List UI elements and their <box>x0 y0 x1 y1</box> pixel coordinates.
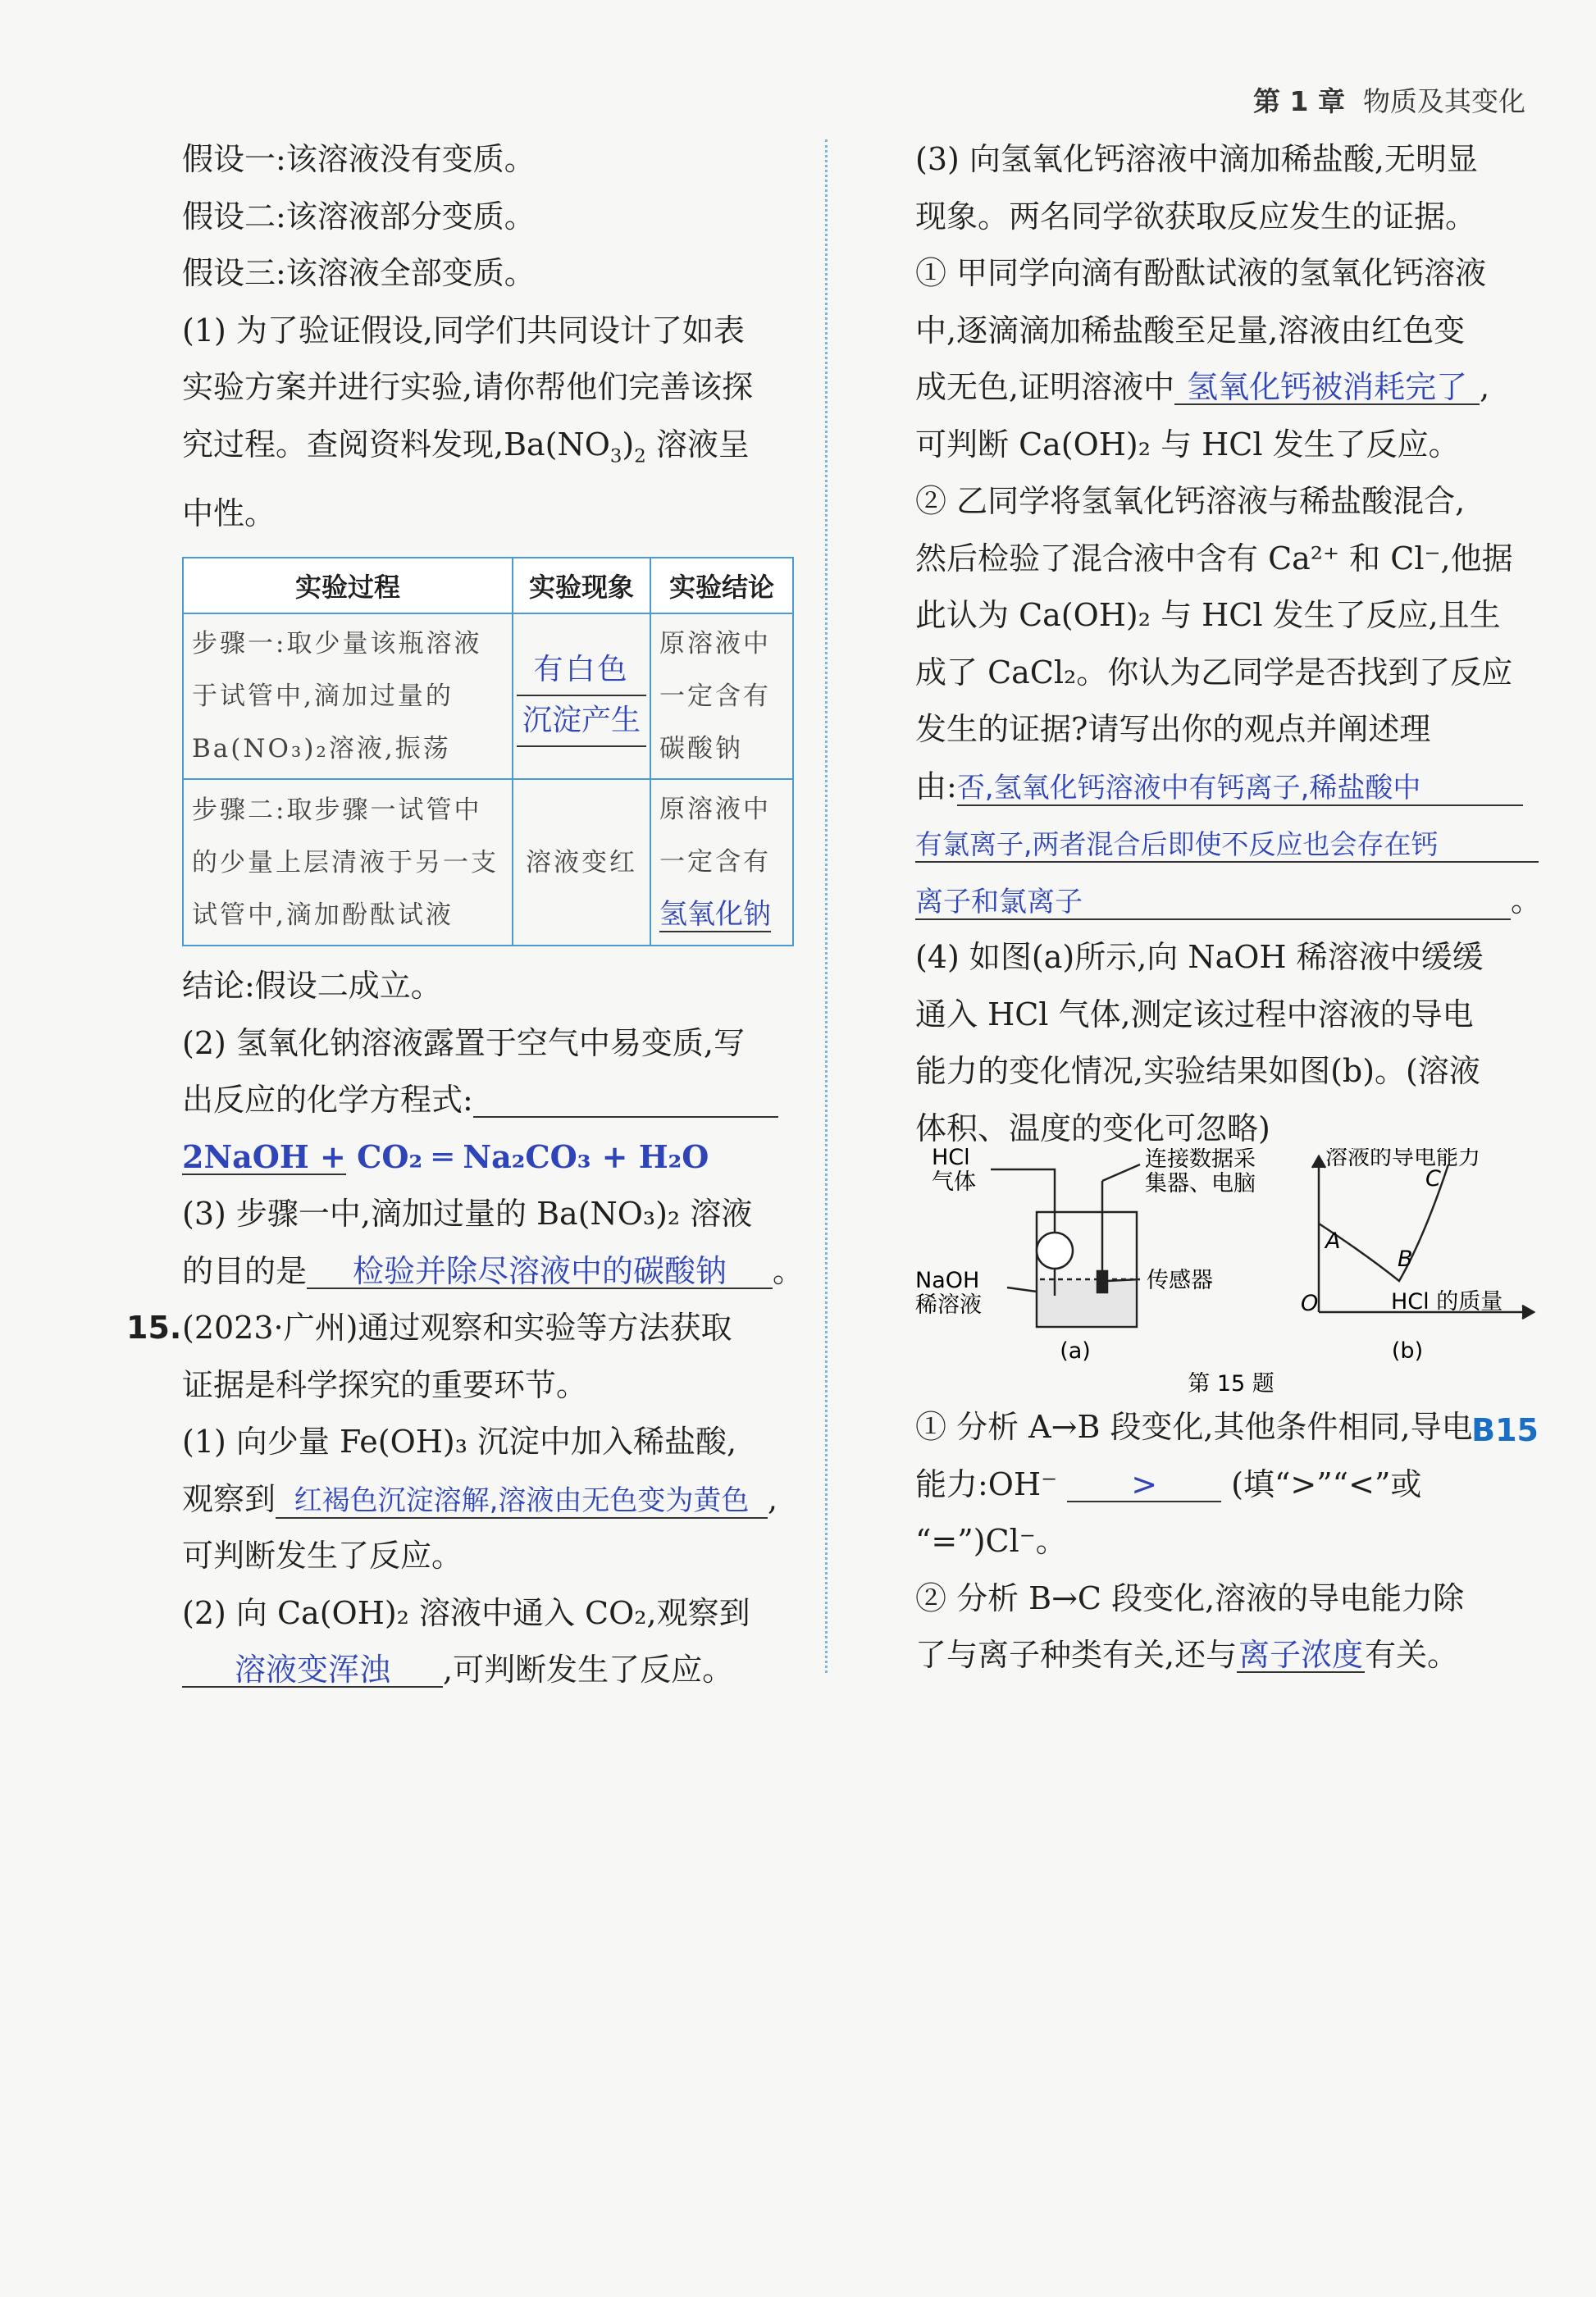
table-header: 实验结论 <box>650 558 793 613</box>
right-column <box>915 131 1547 1157</box>
q3b-text: 发生的证据?请写出你的观点并阐述理 <box>915 711 1431 747</box>
conclusion: 结论:假设二成立。 <box>182 968 442 1005</box>
caption-a: (a) <box>1060 1338 1091 1364</box>
q3b-text: 然后检验了混合液中含有 Ca²⁺ 和 Cl⁻,他据 <box>915 540 1513 577</box>
x-axis-label: HCl 的质量 <box>1391 1289 1503 1315</box>
handwritten-answer: 溶液变浑浊 <box>182 1653 443 1688</box>
q3-text: (3) 步骤一中,滴加过量的 Ba(NO₃)₂ 溶液 <box>182 1196 753 1233</box>
origin-label: O <box>1301 1291 1319 1316</box>
q2-text: (2) 氢氧化钠溶液露置于空气中易变质,写 <box>182 1024 745 1061</box>
q1-text: 中性。 <box>182 494 276 531</box>
label-connect: 连接数据采 <box>1145 1148 1256 1172</box>
figure-15 <box>915 1148 1547 1419</box>
q4-2-text: ② 分析 B→C 段变化,溶液的导电能力除 <box>915 1579 1465 1616</box>
question-number: 15. <box>126 1310 182 1347</box>
handwritten-answer: 否,氢氧化钙溶液中有钙离子,稀盐酸中 <box>957 772 1523 806</box>
table-cell: 溶液变红 <box>513 779 650 946</box>
q2-text: 出反应的化学方程式: <box>182 1072 814 1129</box>
handwritten-answer: 离子和氯离子 <box>915 886 1511 920</box>
q3-text: 的目的是 检验并除尽溶液中的碳酸钠 。 <box>182 1252 805 1289</box>
apparatus-diagram <box>991 1164 1140 1327</box>
q4-text: 通入 HCl 气体,测定该过程中溶液的导电 <box>915 996 1474 1032</box>
label-naoh: NaOH <box>915 1268 980 1293</box>
q3b-text: 由:否,氢氧化钙溶液中有钙离子,稀盐酸中 <box>915 759 1547 816</box>
hypothesis-1: 假设一:该溶液没有变质。 <box>182 141 536 177</box>
handwritten-answer: 沉淀产生 <box>517 695 646 747</box>
handwritten-answer: 有氯离子,两者混合后即使不反应也会存在钙 <box>915 828 1539 863</box>
y-axis-label: 溶液的导电能力 <box>1325 1148 1480 1170</box>
q1-text: 实验方案并进行实验,请你帮他们完善该探 <box>182 369 754 405</box>
table-cell: 步骤一:取少量该瓶溶液于试管中,滴加过量的Ba(NO₃)₂溶液,振荡 <box>183 613 513 779</box>
handwritten-answer: 有白色 <box>533 653 630 687</box>
solution <box>1038 1279 1135 1325</box>
table-cell: 原溶液中一定含有碳酸钠 <box>650 613 793 779</box>
sensor-probe <box>1097 1271 1107 1292</box>
q4-2-text: 了与离子种类有关,还与离子浓度有关。 <box>915 1637 1459 1673</box>
q4-1-text: “=”)Cl⁻。 <box>915 1523 1067 1559</box>
q15-text: 证据是科学探究的重要环节。 <box>182 1366 588 1403</box>
gas-tube <box>991 1169 1055 1181</box>
bubbler <box>1037 1233 1073 1269</box>
table-row <box>183 613 793 779</box>
label-gas: 气体 <box>932 1169 976 1195</box>
chapter-label: 第 1 章 <box>1253 85 1345 117</box>
handwritten-answer: > <box>1067 1468 1221 1502</box>
q15-2-text: 溶液变浑浊 ,可判断发生了反应。 <box>182 1642 814 1699</box>
q3b-text: 成了 CaCl₂。你认为乙同学是否找到了反应 <box>915 654 1513 690</box>
table-cell: 步骤二:取步骤一试管中的少量上层清液于另一支试管中,滴加酚酞试液 <box>183 779 513 946</box>
q3-text: 现象。两名同学欲获取反应发生的证据。 <box>915 198 1477 235</box>
q4-text: (4) 如图(a)所示,向 NaOH 稀溶液中缓缓 <box>915 939 1484 975</box>
handwritten-answer: 氢氧化钠 <box>659 898 771 932</box>
label-naoh-solution: 稀溶液 <box>915 1292 982 1318</box>
handwritten-answer: 2NaOH + CO₂ ═ Na₂CO₃ + H₂O <box>182 1137 709 1175</box>
q15-text: 15. (2023·广州)通过观察和实验等方法获取 <box>182 1300 814 1357</box>
table-row <box>183 779 793 946</box>
experiment-table <box>182 557 794 946</box>
figure-caption: 第 15 题 <box>1188 1371 1275 1397</box>
table-header: 实验现象 <box>513 558 650 613</box>
page-header <box>1253 80 1525 119</box>
x-axis-arrow <box>1522 1306 1534 1319</box>
q3-text: (3) 向氢氧化钙溶液中滴加稀盐酸,无明显 <box>915 141 1478 177</box>
q1-text: 究过程。查阅资料发现$,Ba(NO_3)_2$ 溶液呈 <box>182 426 750 467</box>
leader-line <box>1007 1288 1037 1292</box>
caption-b: (b) <box>1391 1338 1424 1364</box>
chapter-title: 物质及其变化 <box>1363 85 1525 117</box>
left-column <box>126 131 814 1699</box>
hypothesis-2: 假设二:该溶液部分变质。 <box>182 198 536 235</box>
point-b-label: B <box>1398 1246 1413 1272</box>
table-header-row <box>183 558 793 613</box>
q15-1-text: (1) 向少量 Fe(OH)₃ 沉淀中加入稀盐酸, <box>182 1424 737 1461</box>
q4-1-text: ① 分析 A→B 段变化,其他条件相同,导电 <box>915 1409 1473 1445</box>
leader-line <box>1102 1164 1140 1181</box>
handwritten-answer: 检验并除尽溶液中的碳酸钠 <box>307 1255 773 1289</box>
q3b-text: ② 乙同学将氢氧化钙溶液与稀盐酸混合, <box>915 483 1466 519</box>
q15-2-text: (2) 向 Ca(OH)₂ 溶液中通入 CO₂,观察到 <box>182 1594 750 1631</box>
table-cell: 原溶液中一定含有 氢氧化钠 <box>650 779 793 946</box>
q3a-text: ① 甲同学向滴有酚酞试液的氢氧化钙溶液 <box>915 255 1487 291</box>
q15-1-text: 可判断发生了反应。 <box>182 1538 463 1575</box>
q4-text: 体积、温度的变化可忽略) <box>915 1110 1270 1146</box>
handwritten-answer: 离子浓度 <box>1238 1637 1364 1673</box>
label-connect: 集器、电脑 <box>1145 1171 1256 1196</box>
q3b-text <box>915 815 1547 873</box>
q3a-text: 可判断 Ca(OH)₂ 与 HCl 发生了反应。 <box>915 426 1460 463</box>
q2-answer-line <box>182 1129 814 1187</box>
point-a-label: A <box>1325 1228 1341 1254</box>
q4-text: 能力的变化情况,实验结果如图(b)。(溶液 <box>915 1053 1480 1089</box>
hypothesis-3: 假设三:该溶液全部变质。 <box>182 255 536 291</box>
table-cell <box>513 613 650 779</box>
column-divider <box>825 139 828 1673</box>
point-c-label: C <box>1425 1166 1441 1192</box>
handwritten-answer: 红褐色沉淀溶解,溶液由无色变为黄色 <box>276 1484 768 1519</box>
q1-text: (1) 为了验证假设,同学们共同设计了如表 <box>182 312 745 349</box>
q3b-text: 离子和氯离子 。 <box>915 882 1543 918</box>
q4-1-text: 能力:OH⁻ > (填“>”“<”或 <box>915 1465 1422 1502</box>
table-header: 实验过程 <box>183 558 513 613</box>
right-column-bottom <box>915 1399 1547 1684</box>
q3a-text: 成无色,证明溶液中 氢氧化钙被消耗完了 , <box>915 369 1490 405</box>
label-hcl: HCl <box>932 1148 970 1170</box>
handwritten-answer: 氢氧化钙被消耗完了 <box>1174 371 1480 405</box>
q15-1-text: 观察到 红褐色沉淀溶解,溶液由无色变为黄色 , <box>182 1480 778 1517</box>
y-axis-arrow <box>1312 1156 1325 1168</box>
page-number: B15 <box>1471 1412 1539 1448</box>
apparatus-and-graph <box>915 1148 1547 1419</box>
label-sensor: 传感器 <box>1147 1268 1213 1293</box>
q3a-text: 中,逐滴滴加稀盐酸至足量,溶液由红色变 <box>915 312 1466 349</box>
q3b-text: 此认为 Ca(OH)₂ 与 HCl 发生了反应,且生 <box>915 597 1501 633</box>
